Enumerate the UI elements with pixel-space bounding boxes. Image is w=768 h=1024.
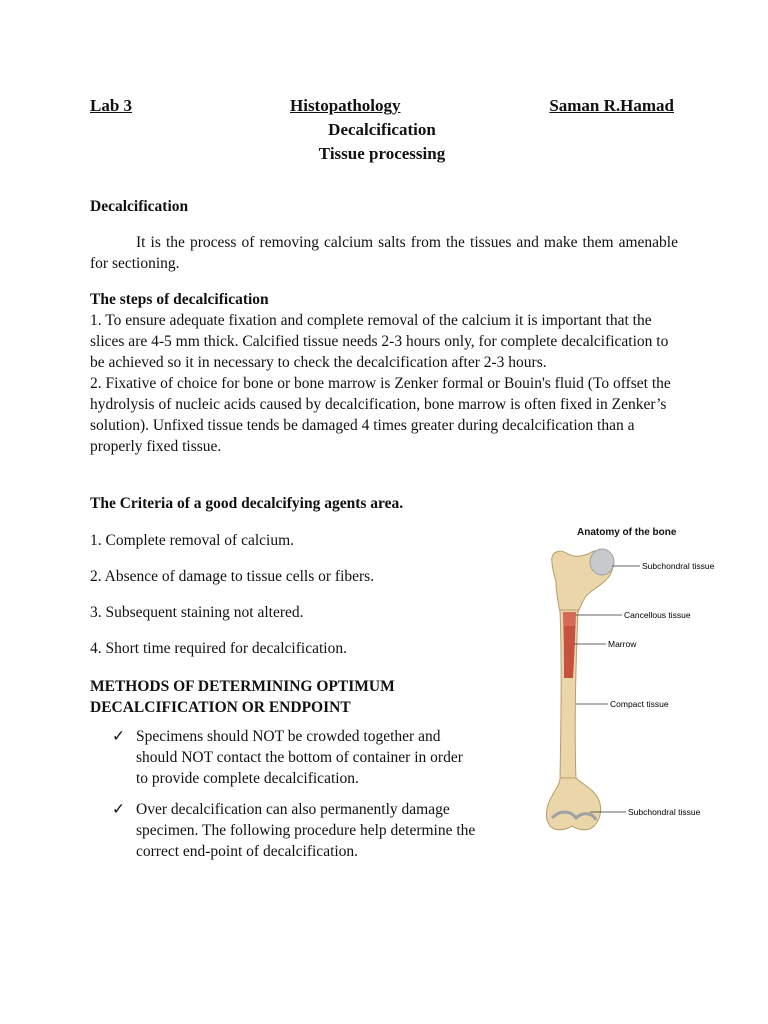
section-heading-decalcification: Decalcification <box>90 198 189 215</box>
criteria-heading-wrapper <box>90 493 680 514</box>
criteria-item-4: 4. Short time required for decalcification. <box>90 640 347 657</box>
femur-illustration <box>530 522 752 842</box>
subchondral-cartilage-top <box>590 549 614 575</box>
check-item-text-2: Over decalcification can also permanently damage specimen. The following procedure help determine the correct end-point of decalcification. <box>136 801 476 860</box>
subject-title: Histopathology <box>290 96 401 115</box>
author-name: Saman R.Hamad <box>549 96 674 115</box>
checkmark-icon: ✓ <box>112 728 125 745</box>
checkmark-icon: ✓ <box>112 801 125 818</box>
methods-heading-line-1: METHODS OF DETERMINING OPTIMUM <box>90 678 395 695</box>
label-cancellous: Cancellous tissue <box>624 610 691 620</box>
label-subchondral-bottom: Subchondral tissue <box>628 807 701 817</box>
header-row <box>90 94 674 118</box>
step-2-paragraph: 2. Fixative of choice for bone or bone marrow is Zenker formal or Bouin's fluid (To offset the hydrolysis of nucleic acids caused by decalcification, bone marrow is often fixed in Zenker’s solution). Unfixed tissue tends be damaged 4 times greater during decalcification than a properly fixed tissue. <box>90 375 671 455</box>
label-compact: Compact tissue <box>610 699 669 709</box>
definition-paragraph: It is the process of removing calcium salts from the tissues and make them amenable for sectioning. <box>90 234 678 272</box>
bone-anatomy-figure <box>530 522 752 842</box>
figure-title: Anatomy of the bone <box>577 527 677 538</box>
femur-condyles <box>546 778 600 830</box>
methods-heading <box>90 676 490 718</box>
steps-section <box>90 289 680 457</box>
criteria-item-3: 3. Subsequent staining not altered. <box>90 604 304 621</box>
check-item-text-1: Specimens should NOT be crowded together and should NOT contact the bottom of container in order to provide complete decalcification. <box>136 728 463 787</box>
criteria-item-1: 1. Complete removal of calcium. <box>90 532 295 549</box>
document-header <box>90 94 674 166</box>
cancellous-region <box>563 612 576 626</box>
decalcification-section <box>90 196 680 217</box>
criteria-item-2: 2. Absence of damage to tissue cells or fibers. <box>90 568 375 585</box>
page-title: Decalcification <box>328 120 436 139</box>
label-subchondral-top: Subchondral tissue <box>642 561 715 571</box>
section-heading-steps: The steps of decalcification <box>90 291 269 308</box>
lab-number: Lab 3 <box>90 96 133 115</box>
label-marrow: Marrow <box>608 639 637 649</box>
step-1-paragraph: 1. To ensure adequate fixation and complete removal of the calcium it is important that the slices are 4-5 mm thick. Calcified tissue needs 2-3 hours only, for complete decalcification to be achieved so it in necessary to check the decalcification after 2-3 hours. <box>90 312 669 371</box>
definition-paragraph-wrapper <box>90 232 678 274</box>
section-heading-criteria: The Criteria of a good decalcifying agents area. <box>90 495 404 512</box>
page-subtitle: Tissue processing <box>318 144 446 163</box>
check-list-item <box>112 799 502 862</box>
check-list-item <box>112 726 477 789</box>
methods-heading-line-2: DECALCIFICATION OR ENDPOINT <box>90 699 351 716</box>
